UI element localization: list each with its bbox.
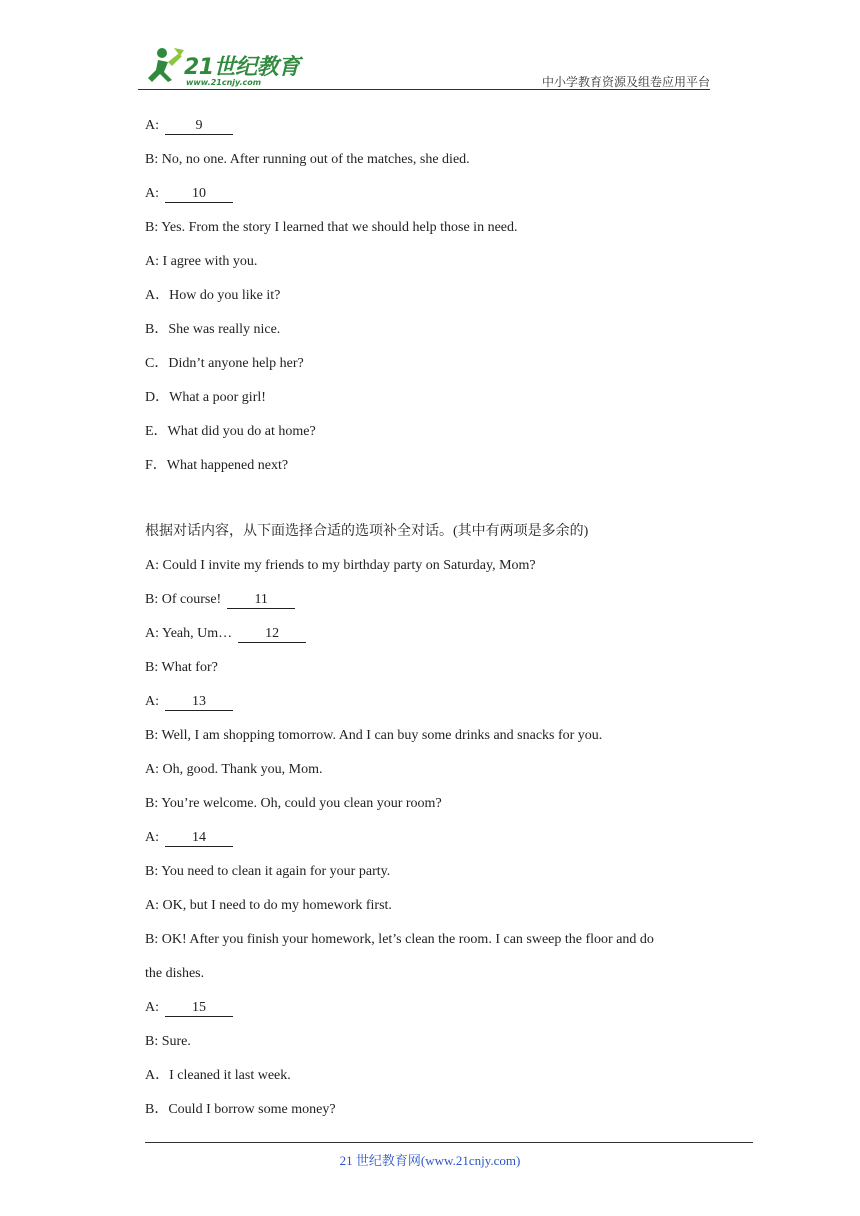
- answer-blank-15[interactable]: 15: [165, 1000, 233, 1017]
- dialogue-line: [145, 184, 715, 204]
- speaker-label: A:: [145, 830, 159, 845]
- dialogue-section-2: [145, 522, 715, 1120]
- option-item: A．I cleaned it last week.: [145, 1068, 291, 1083]
- option-item: D．What a poor girl!: [145, 390, 266, 405]
- option-item: F．What happened next?: [145, 458, 289, 473]
- dialogue-line: B: Well, I am shopping tomorrow. And I can buy some drinks and snacks for you.: [145, 728, 603, 743]
- answer-blank-13[interactable]: 13: [165, 694, 233, 711]
- option-item: A．How do you like it?: [145, 288, 281, 303]
- dialogue-line: [145, 828, 715, 848]
- dialogue-line: B: Sure.: [145, 1034, 191, 1049]
- answer-blank-12[interactable]: 12: [238, 626, 306, 643]
- dialogue-line: B: You need to clean it again for your party.: [145, 864, 391, 879]
- runner-logo-icon: [138, 44, 186, 92]
- option-item: E．What did you do at home?: [145, 424, 316, 439]
- dialogue-line: A: Oh, good. Thank you, Mom.: [145, 762, 323, 777]
- speaker-label: A:: [145, 186, 159, 201]
- document-body: [145, 116, 715, 1120]
- answer-blank-11[interactable]: 11: [227, 592, 295, 609]
- dialogue-line: B: What for?: [145, 660, 218, 675]
- answer-blank-14[interactable]: 14: [165, 830, 233, 847]
- dialogue-line: [145, 624, 715, 644]
- dialogue-line: [145, 998, 715, 1018]
- dialogue-line: A: OK, but I need to do my homework first.: [145, 898, 392, 913]
- option-item: B．Could I borrow some money?: [145, 1102, 336, 1117]
- platform-label: 中小学教育资源及组卷应用平台: [541, 75, 710, 89]
- option-item: C．Didn’t anyone help her?: [145, 356, 304, 371]
- footer-link[interactable]: 21 世纪教育网(www.21cnjy.com): [339, 1153, 521, 1168]
- dialogue-line: B: You’re welcome. Oh, could you clean your room?: [145, 796, 442, 811]
- instruction-text: 根据对话内容，从下面选择合适的选项补全对话。(其中有两项是多余的): [145, 524, 589, 539]
- dialogue-text: A: Yeah, Um…: [145, 626, 233, 641]
- dialogue-line-continued: the dishes.: [145, 966, 205, 981]
- dialogue-line: [145, 692, 715, 712]
- logo-url: www.21cnjy.com: [186, 78, 262, 87]
- page-header: [0, 0, 860, 100]
- speaker-label: A:: [145, 1000, 159, 1015]
- option-item: B．She was really nice.: [145, 322, 281, 337]
- footer-divider: [145, 1142, 753, 1143]
- dialogue-line: B: OK! After you finish your homework, let’s clean the room. I can sweep the floor and do: [145, 932, 654, 947]
- dialogue-line: B: No, no one. After running out of the matches, she died.: [145, 152, 470, 167]
- header-divider: [138, 89, 710, 90]
- speaker-label: A:: [145, 694, 159, 709]
- dialogue-line: B: Yes. From the story I learned that we should help those in need.: [145, 220, 518, 235]
- logo: [138, 44, 308, 92]
- dialogue-section-1: [145, 116, 715, 476]
- answer-blank-9[interactable]: 9: [165, 118, 233, 135]
- dialogue-line: A: I agree with you.: [145, 254, 258, 269]
- answer-blank-10[interactable]: 10: [165, 186, 233, 203]
- dialogue-line: [145, 116, 715, 136]
- speaker-label: A:: [145, 118, 159, 133]
- dialogue-text: B: Of course!: [145, 592, 222, 607]
- dialogue-line: A: Could I invite my friends to my birthday party on Saturday, Mom?: [145, 558, 536, 573]
- logo-text: 21世纪教育: [184, 55, 300, 80]
- dialogue-line: [145, 590, 715, 610]
